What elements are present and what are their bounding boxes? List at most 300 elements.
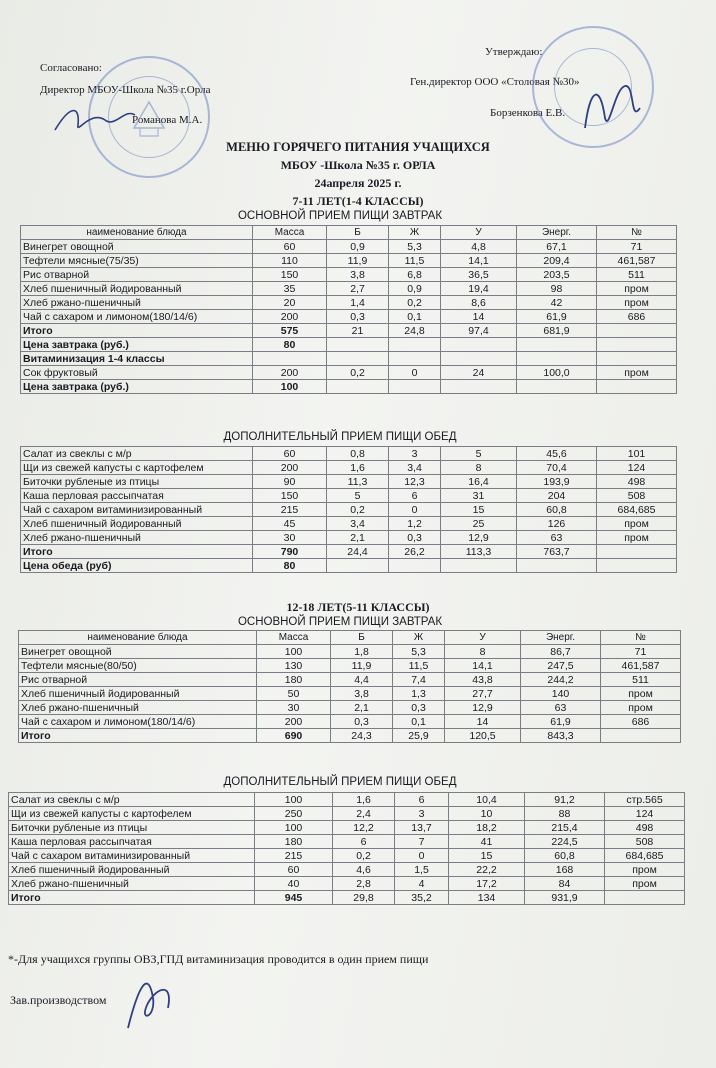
value-cell [327, 559, 389, 573]
value-cell: 17,2 [449, 877, 525, 891]
table-row [21, 461, 677, 475]
table-row [19, 673, 681, 687]
value-cell: 6 [333, 835, 395, 849]
dish-name-cell: Щи из свежей капусты с картофелем [21, 461, 253, 475]
value-cell: 14 [441, 310, 517, 324]
value-cell: 200 [257, 715, 331, 729]
value-cell: 84 [525, 877, 605, 891]
value-cell: 180 [255, 835, 333, 849]
value-cell: 5,3 [389, 240, 441, 254]
value-cell [601, 729, 681, 743]
column-header: Б [327, 226, 389, 240]
value-cell: 14,1 [441, 254, 517, 268]
value-cell: 11,3 [327, 475, 389, 489]
value-cell: пром [601, 701, 681, 715]
value-cell: 684,685 [597, 503, 677, 517]
column-header: У [445, 631, 521, 645]
value-cell: 24,8 [389, 324, 441, 338]
value-cell: 215,4 [525, 821, 605, 835]
value-cell: 1,8 [331, 645, 393, 659]
value-cell: 0,3 [327, 310, 389, 324]
value-cell: пром [605, 877, 685, 891]
table-row [9, 793, 685, 807]
vitamin-note: *-Для учащихся группы ОВЗ,ГПД витаминизация проводится в один прием пищи [8, 952, 429, 966]
value-cell: 4,6 [333, 863, 395, 877]
value-cell: 98 [517, 282, 597, 296]
table-row [21, 324, 677, 338]
value-cell: пром [597, 282, 677, 296]
value-cell: 126 [517, 517, 597, 531]
value-cell: 209,4 [517, 254, 597, 268]
table-row [9, 807, 685, 821]
value-cell: 247,5 [521, 659, 601, 673]
value-cell: 203,5 [517, 268, 597, 282]
value-cell: пром [597, 531, 677, 545]
value-cell: 6 [395, 793, 449, 807]
value-cell: 24,4 [327, 545, 389, 559]
dish-name-cell: Тефтели мясные(75/35) [21, 254, 253, 268]
value-cell: 8 [445, 645, 521, 659]
document-title: МЕНЮ ГОРЯЧЕГО ПИТАНИЯ УЧАЩИХСЯ [226, 140, 490, 154]
table-row [21, 503, 677, 517]
value-cell: 508 [605, 835, 685, 849]
value-cell: 130 [257, 659, 331, 673]
value-cell: 22,2 [449, 863, 525, 877]
dish-name-cell: Каша перловая рассыпчатая [9, 835, 255, 849]
dish-name-cell: Сок фруктовый [21, 366, 253, 380]
value-cell: 204 [517, 489, 597, 503]
value-cell: 508 [597, 489, 677, 503]
value-cell: 80 [253, 559, 327, 573]
value-cell: 71 [597, 240, 677, 254]
value-cell: 0,3 [389, 531, 441, 545]
value-cell [389, 352, 441, 366]
value-cell: 5 [441, 447, 517, 461]
table-row [21, 352, 677, 366]
value-cell: 70,4 [517, 461, 597, 475]
value-cell: 1,2 [389, 517, 441, 531]
table-row [21, 366, 677, 380]
value-cell [597, 352, 677, 366]
value-cell: 6,8 [389, 268, 441, 282]
value-cell: 63 [517, 531, 597, 545]
table-row [19, 729, 681, 743]
value-cell: 25,9 [393, 729, 445, 743]
table-row [21, 380, 677, 394]
value-cell: 18,2 [449, 821, 525, 835]
menu-table-lunch-2 [8, 792, 685, 905]
value-cell: 168 [525, 863, 605, 877]
value-cell: 15 [441, 503, 517, 517]
value-cell: 63 [521, 701, 601, 715]
value-cell: 14,1 [445, 659, 521, 673]
value-cell: 244,2 [521, 673, 601, 687]
value-cell: 498 [597, 475, 677, 489]
column-header: Масса [253, 226, 327, 240]
value-cell [441, 380, 517, 394]
value-cell: 35,2 [395, 891, 449, 905]
value-cell: 124 [605, 807, 685, 821]
value-cell: 19,4 [441, 282, 517, 296]
value-cell: 2,8 [333, 877, 395, 891]
value-cell: 5,3 [393, 645, 445, 659]
value-cell: 11,5 [389, 254, 441, 268]
column-header: наименование блюда [19, 631, 257, 645]
value-cell [517, 338, 597, 352]
value-cell: 42 [517, 296, 597, 310]
dish-name-cell: Чай с сахаром витаминизированный [21, 503, 253, 517]
value-cell: 101 [597, 447, 677, 461]
table-row [19, 715, 681, 729]
value-cell: 0,9 [389, 282, 441, 296]
column-header: № [597, 226, 677, 240]
value-cell: 150 [253, 268, 327, 282]
value-cell: 110 [253, 254, 327, 268]
value-cell: 11,9 [327, 254, 389, 268]
age-group-1: 7-11 ЛЕТ(1-4 КЛАССЫ) [292, 194, 424, 208]
value-cell: 60 [253, 240, 327, 254]
value-cell: 0,2 [389, 296, 441, 310]
table-row [9, 835, 685, 849]
age-group-2: 12-18 ЛЕТ(5-11 КЛАССЫ) [286, 600, 430, 614]
value-cell: 7,4 [393, 673, 445, 687]
value-cell: пром [597, 517, 677, 531]
value-cell: 0,3 [393, 701, 445, 715]
value-cell: 11,9 [331, 659, 393, 673]
value-cell: 686 [601, 715, 681, 729]
value-cell: 29,8 [333, 891, 395, 905]
value-cell: 21 [327, 324, 389, 338]
value-cell: 67,1 [517, 240, 597, 254]
value-cell: 30 [257, 701, 331, 715]
value-cell [441, 352, 517, 366]
table-row [21, 447, 677, 461]
table-row [19, 687, 681, 701]
value-cell: 27,7 [445, 687, 521, 701]
value-cell: 461,587 [597, 254, 677, 268]
value-cell: 20 [253, 296, 327, 310]
value-cell: 575 [253, 324, 327, 338]
value-cell [597, 338, 677, 352]
dish-name-cell: Биточки рубленые из птицы [9, 821, 255, 835]
value-cell: 11,5 [393, 659, 445, 673]
section-lunch-2: ДОПОЛНИТЕЛЬНЫЙ ПРИЕМ ПИЩИ ОБЕД [223, 776, 457, 788]
value-cell: 3 [395, 807, 449, 821]
value-cell [327, 352, 389, 366]
value-cell [327, 338, 389, 352]
value-cell: 180 [257, 673, 331, 687]
value-cell: 511 [597, 268, 677, 282]
value-cell: 215 [255, 849, 333, 863]
value-cell: 113,3 [441, 545, 517, 559]
table-row [19, 701, 681, 715]
dish-name-cell: Цена завтрака (руб.) [21, 380, 253, 394]
column-header: Масса [257, 631, 331, 645]
value-cell [605, 891, 685, 905]
value-cell: 30 [253, 531, 327, 545]
column-header: Ж [389, 226, 441, 240]
value-cell: 12,9 [441, 531, 517, 545]
dish-name-cell: Хлеб ржано-пшеничный [9, 877, 255, 891]
dish-name-cell: Хлеб пшеничный йодированный [21, 282, 253, 296]
value-cell: 43,8 [445, 673, 521, 687]
value-cell: 3,4 [327, 517, 389, 531]
dish-name-cell: Итого [21, 545, 253, 559]
table-row [21, 489, 677, 503]
canteen-director-name: Борзенкова Е.В. [490, 107, 566, 119]
value-cell: 60 [253, 447, 327, 461]
value-cell [597, 559, 677, 573]
value-cell: 6 [389, 489, 441, 503]
value-cell: 200 [253, 310, 327, 324]
value-cell: 4,4 [331, 673, 393, 687]
canteen-director-label: Ген.директор ООО «Столовая №30» [410, 76, 580, 88]
dish-name-cell: Винегрет овощной [21, 240, 253, 254]
value-cell: 120,5 [445, 729, 521, 743]
value-cell: 41 [449, 835, 525, 849]
value-cell: 1,5 [395, 863, 449, 877]
value-cell [253, 352, 327, 366]
school-director-label: Директор МБОУ-Школа №35 г.Орла [40, 84, 211, 96]
value-cell: 25 [441, 517, 517, 531]
column-header: № [601, 631, 681, 645]
value-cell: 5 [327, 489, 389, 503]
value-cell [441, 338, 517, 352]
dish-name-cell: Чай с сахаром и лимоном(180/14/6) [21, 310, 253, 324]
column-header: наименование блюда [21, 226, 253, 240]
value-cell: 200 [253, 461, 327, 475]
school-director-name: Романова М.А. [132, 114, 203, 126]
menu-table-lunch-1 [20, 446, 677, 573]
value-cell: 100,0 [517, 366, 597, 380]
value-cell: 24 [441, 366, 517, 380]
value-cell [517, 380, 597, 394]
section-lunch-1: ДОПОЛНИТЕЛЬНЫЙ ПРИЕМ ПИЩИ ОБЕД [223, 431, 457, 443]
director-signature-icon [50, 100, 140, 140]
approved-label: Утверждаю: [485, 46, 543, 58]
value-cell: 150 [253, 489, 327, 503]
value-cell: 1,6 [333, 793, 395, 807]
value-cell: 100 [257, 645, 331, 659]
value-cell: 61,9 [517, 310, 597, 324]
value-cell: 843,3 [521, 729, 601, 743]
value-cell: 124 [597, 461, 677, 475]
value-cell: 3,8 [331, 687, 393, 701]
value-cell: 790 [253, 545, 327, 559]
value-cell: 193,9 [517, 475, 597, 489]
value-cell: 86,7 [521, 645, 601, 659]
value-cell: 140 [521, 687, 601, 701]
value-cell: 24,3 [331, 729, 393, 743]
value-cell: пром [597, 296, 677, 310]
value-cell [389, 559, 441, 573]
value-cell: 15 [449, 849, 525, 863]
value-cell: 763,7 [517, 545, 597, 559]
table-row [9, 891, 685, 905]
dish-name-cell: Хлеб пшеничный йодированный [19, 687, 257, 701]
value-cell: 12,2 [333, 821, 395, 835]
value-cell: 7 [395, 835, 449, 849]
value-cell: 13,7 [395, 821, 449, 835]
value-cell: 10 [449, 807, 525, 821]
value-cell: 60,8 [517, 503, 597, 517]
dish-name-cell: Винегрет овощной [19, 645, 257, 659]
table-row [21, 545, 677, 559]
value-cell: 250 [255, 807, 333, 821]
value-cell: 4 [395, 877, 449, 891]
menu-table-breakfast-2 [18, 630, 681, 743]
value-cell: 45,6 [517, 447, 597, 461]
value-cell: 3 [389, 447, 441, 461]
dish-name-cell: Итого [9, 891, 255, 905]
value-cell: стр.565 [605, 793, 685, 807]
table-row [21, 531, 677, 545]
menu-table-breakfast-1 [20, 225, 677, 394]
table-row [21, 475, 677, 489]
dish-name-cell: Витаминизация 1-4 классы [21, 352, 253, 366]
value-cell: 3,4 [389, 461, 441, 475]
table-row [21, 517, 677, 531]
value-cell: 0,9 [327, 240, 389, 254]
value-cell: 681,9 [517, 324, 597, 338]
dish-name-cell: Цена обеда (руб) [21, 559, 253, 573]
value-cell: 8 [441, 461, 517, 475]
value-cell: 88 [525, 807, 605, 821]
value-cell [327, 380, 389, 394]
value-cell: 498 [605, 821, 685, 835]
producer-signature-icon [118, 968, 178, 1038]
producer-label: Зав.производством [10, 993, 107, 1007]
value-cell: пром [601, 687, 681, 701]
gendir-signature-icon [575, 78, 645, 138]
value-cell: 0,2 [327, 366, 389, 380]
table-row [19, 645, 681, 659]
value-cell: пром [597, 366, 677, 380]
dish-name-cell: Биточки рубленые из птицы [21, 475, 253, 489]
value-cell: 684,685 [605, 849, 685, 863]
column-header: У [441, 226, 517, 240]
value-cell: 686 [597, 310, 677, 324]
column-header: Энерг. [521, 631, 601, 645]
value-cell: 71 [601, 645, 681, 659]
dish-name-cell: Хлеб ржано-пшеничный [19, 701, 257, 715]
value-cell: 100 [253, 380, 327, 394]
school-name: МБОУ -Школа №35 г. ОРЛА [280, 158, 436, 172]
column-header: Энерг. [517, 226, 597, 240]
dish-name-cell: Хлеб пшеничный йодированный [21, 517, 253, 531]
table-row [21, 254, 677, 268]
dish-name-cell: Хлеб ржано-пшеничный [21, 531, 253, 545]
value-cell: 100 [255, 821, 333, 835]
value-cell: 134 [449, 891, 525, 905]
value-cell: 461,587 [601, 659, 681, 673]
value-cell: 61,9 [521, 715, 601, 729]
value-cell: 26,2 [389, 545, 441, 559]
value-cell: 97,4 [441, 324, 517, 338]
value-cell: 100 [255, 793, 333, 807]
value-cell: 1,6 [327, 461, 389, 475]
dish-name-cell: Итого [19, 729, 257, 743]
value-cell: 45 [253, 517, 327, 531]
value-cell: 1,4 [327, 296, 389, 310]
value-cell: 36,5 [441, 268, 517, 282]
table-header-row [19, 631, 681, 645]
dish-name-cell: Хлеб ржано-пшеничный [21, 296, 253, 310]
value-cell: 2,1 [331, 701, 393, 715]
dish-name-cell: Рис отварной [19, 673, 257, 687]
value-cell: 690 [257, 729, 331, 743]
value-cell: 8,6 [441, 296, 517, 310]
value-cell: 16,4 [441, 475, 517, 489]
table-row [21, 240, 677, 254]
value-cell [597, 380, 677, 394]
value-cell: 0,8 [327, 447, 389, 461]
value-cell: 12,3 [389, 475, 441, 489]
value-cell [597, 324, 677, 338]
value-cell: 90 [253, 475, 327, 489]
value-cell: 60,8 [525, 849, 605, 863]
dish-name-cell: Чай с сахаром и лимоном(180/14/6) [19, 715, 257, 729]
table-row [9, 863, 685, 877]
value-cell: 0,1 [389, 310, 441, 324]
value-cell: 0 [389, 503, 441, 517]
agreed-label: Согласовано: [40, 62, 102, 74]
value-cell: 35 [253, 282, 327, 296]
section-breakfast-2: ОСНОВНОЙ ПРИЕМ ПИЩИ ЗАВТРАК [237, 616, 443, 628]
dish-name-cell: Щи из свежей капусты с картофелем [9, 807, 255, 821]
table-row [19, 659, 681, 673]
table-row [9, 821, 685, 835]
value-cell: 2,4 [333, 807, 395, 821]
value-cell: 215 [253, 503, 327, 517]
menu-date: 24апреля 2025 г. [314, 176, 402, 190]
dish-name-cell: Чай с сахаром витаминизированный [9, 849, 255, 863]
table-row [21, 559, 677, 573]
value-cell: 0,2 [333, 849, 395, 863]
value-cell [517, 352, 597, 366]
value-cell: 2,7 [327, 282, 389, 296]
dish-name-cell: Цена завтрака (руб.) [21, 338, 253, 352]
value-cell: 511 [601, 673, 681, 687]
value-cell [517, 559, 597, 573]
dish-name-cell: Рис отварной [21, 268, 253, 282]
table-header-row [21, 226, 677, 240]
value-cell [441, 559, 517, 573]
dish-name-cell: Итого [21, 324, 253, 338]
value-cell: 40 [255, 877, 333, 891]
value-cell: 0,2 [327, 503, 389, 517]
dish-name-cell: Тефтели мясные(80/50) [19, 659, 257, 673]
dish-name-cell: Хлеб пшеничный йодированный [9, 863, 255, 877]
value-cell: 60 [255, 863, 333, 877]
dish-name-cell: Салат из свеклы с м/р [9, 793, 255, 807]
value-cell: 0 [395, 849, 449, 863]
value-cell [389, 380, 441, 394]
column-header: Б [331, 631, 393, 645]
value-cell: 3,8 [327, 268, 389, 282]
value-cell: 80 [253, 338, 327, 352]
value-cell: 0,3 [331, 715, 393, 729]
value-cell [389, 338, 441, 352]
value-cell: 10,4 [449, 793, 525, 807]
value-cell: 91,2 [525, 793, 605, 807]
table-row [21, 310, 677, 324]
table-row [9, 849, 685, 863]
value-cell: 31 [441, 489, 517, 503]
value-cell: 14 [445, 715, 521, 729]
value-cell: 0,1 [393, 715, 445, 729]
value-cell: 0 [389, 366, 441, 380]
